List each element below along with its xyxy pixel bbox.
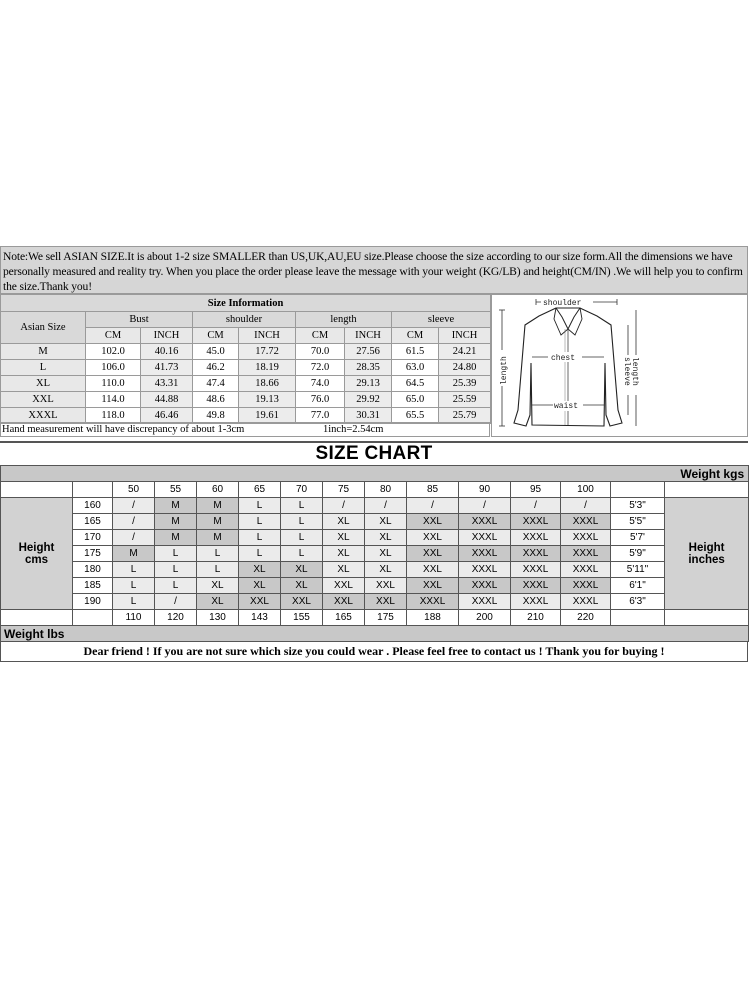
weight-kgs-label: Weight kgs: [1, 466, 749, 482]
measurement-cell: 61.5: [392, 344, 439, 360]
measurement-cell: 106.0: [86, 360, 141, 376]
size-cell: XXXL: [511, 530, 561, 546]
weight-kg-header: 80: [365, 482, 407, 498]
height-inches-label-line2: inches: [688, 553, 725, 566]
height-cms-label-line1: Height: [18, 541, 55, 554]
height-cms-label-line2: cms: [24, 553, 49, 566]
length-header: length: [296, 312, 392, 328]
weight-lb-value: 200: [459, 610, 511, 626]
weight-lb-value: 120: [155, 610, 197, 626]
measurement-cell: 118.0: [86, 408, 141, 424]
measurement-cell: 17.72: [239, 344, 296, 360]
size-cell: XXXL: [407, 594, 459, 610]
unit-header: CM: [86, 328, 141, 344]
size-cell: XXXL: [459, 594, 511, 610]
size-cell: M: [113, 546, 155, 562]
size-cell: XXXL: [561, 530, 611, 546]
size-cell: L: [239, 530, 281, 546]
size-cell: /: [113, 498, 155, 514]
size-cell: M: [155, 530, 197, 546]
measurement-cell: 28.35: [345, 360, 392, 376]
size-cell: /: [113, 530, 155, 546]
measurement-cell: 48.6: [193, 392, 239, 408]
weight-lbs-label: Weight lbs: [1, 626, 749, 642]
size-cell: XXXL: [459, 546, 511, 562]
measurement-cell: 65.5: [392, 408, 439, 424]
size-cell: XXL: [407, 562, 459, 578]
size-cell: L: [113, 562, 155, 578]
blank-cell: [665, 610, 749, 626]
measurement-cell: 41.73: [141, 360, 193, 376]
measurement-cell: 24.80: [439, 360, 491, 376]
size-cell: XXL: [407, 530, 459, 546]
size-cell: XXL: [365, 594, 407, 610]
size-cell: XL: [281, 578, 323, 594]
measurement-cell: 74.0: [296, 376, 345, 392]
size-cell: L: [281, 514, 323, 530]
height-cm-value: 175: [73, 546, 113, 562]
size-cell: XXXL: [561, 594, 611, 610]
size-cell: XXXL: [511, 514, 561, 530]
size-cell: M: [155, 514, 197, 530]
size-note: Note:We sell ASIAN SIZE.It is about 1-2 size SMALLER than US,UK,AU,EU size.Please choose the size according to our size form.All the dimensions we have personally measured and reality try. When you place the order please leave the message with your weight (KG/LB) and height(CM/IN) .We will help you to confirm the size.Thank you!: [0, 246, 748, 294]
weight-kg-header: 65: [239, 482, 281, 498]
size-cell: XL: [197, 578, 239, 594]
blank-cell: [73, 482, 113, 498]
measurement-cell: 45.0: [193, 344, 239, 360]
size-information-section: [0, 294, 748, 441]
size-cell: L: [239, 546, 281, 562]
size-cell: XXL: [281, 594, 323, 610]
weight-lb-value: 155: [281, 610, 323, 626]
measurement-cell: 46.2: [193, 360, 239, 376]
measurement-cell: 24.21: [439, 344, 491, 360]
measurement-cell: 18.66: [239, 376, 296, 392]
height-inch-value: 5'3": [611, 498, 665, 514]
unit-header: INCH: [345, 328, 392, 344]
unit-header: INCH: [439, 328, 491, 344]
size-cell: XXL: [239, 594, 281, 610]
size-cell: XXXL: [511, 562, 561, 578]
size-cell: XXL: [407, 546, 459, 562]
measurement-cell: 76.0: [296, 392, 345, 408]
weight-kg-header: 50: [113, 482, 155, 498]
weight-kg-header: 75: [323, 482, 365, 498]
size-footnote: [0, 422, 490, 437]
measurement-cell: 29.13: [345, 376, 392, 392]
weight-kg-header: 60: [197, 482, 239, 498]
size-cell: XL: [197, 594, 239, 610]
measurement-cell: 110.0: [86, 376, 141, 392]
size-cell: /: [407, 498, 459, 514]
unit-header: CM: [296, 328, 345, 344]
size-cell: XXL: [407, 514, 459, 530]
size-cell: XL: [239, 578, 281, 594]
weight-lb-value: 165: [323, 610, 365, 626]
blank-cell: [73, 610, 113, 626]
measurement-cell: 46.46: [141, 408, 193, 424]
size-cell: L: [113, 578, 155, 594]
measurement-cell: 44.88: [141, 392, 193, 408]
chest-label: chest: [551, 354, 576, 363]
height-inch-value: 6'3": [611, 594, 665, 610]
size-cell: /: [323, 498, 365, 514]
size-cell: M: [155, 498, 197, 514]
size-cell: XL: [323, 562, 365, 578]
size-cell: XXXL: [459, 578, 511, 594]
size-cell: XXXL: [459, 514, 511, 530]
height-inches-label-line1: Height: [688, 541, 725, 554]
size-cell: L: [281, 498, 323, 514]
size-label: XXL: [1, 392, 86, 408]
blank-cell: [611, 610, 665, 626]
size-cell: L: [197, 546, 239, 562]
height-inches-label: [665, 498, 749, 610]
bust-header: Bust: [86, 312, 193, 328]
weight-kg-header: 100: [561, 482, 611, 498]
height-cm-value: 160: [73, 498, 113, 514]
size-chart-table: [0, 465, 749, 642]
measurement-cell: 65.0: [392, 392, 439, 408]
size-cell: XXL: [323, 578, 365, 594]
height-inch-value: 6'1": [611, 578, 665, 594]
size-cell: XL: [281, 562, 323, 578]
weight-kg-header: 85: [407, 482, 459, 498]
measurement-cell: 72.0: [296, 360, 345, 376]
size-label: L: [1, 360, 86, 376]
measurement-cell: 40.16: [141, 344, 193, 360]
measurement-cell: 63.0: [392, 360, 439, 376]
measurement-cell: 29.92: [345, 392, 392, 408]
size-cell: XXXL: [511, 546, 561, 562]
weight-lb-value: 220: [561, 610, 611, 626]
size-cell: /: [459, 498, 511, 514]
height-cm-value: 190: [73, 594, 113, 610]
height-cm-value: 170: [73, 530, 113, 546]
size-cell: L: [281, 530, 323, 546]
weight-kg-header: 95: [511, 482, 561, 498]
shoulder-label: shoulder: [543, 299, 582, 308]
height-cm-value: 180: [73, 562, 113, 578]
measurement-cell: 18.19: [239, 360, 296, 376]
size-cell: XXL: [323, 594, 365, 610]
thank-you-message: Dear friend ! If you are not sure which size you could wear . Please feel free to contact us ! Thank you for buying !: [0, 642, 748, 662]
size-cell: XXXL: [459, 562, 511, 578]
measurement-cell: 77.0: [296, 408, 345, 424]
size-cell: /: [365, 498, 407, 514]
size-information-title: Size Information: [1, 295, 491, 312]
size-cell: M: [197, 530, 239, 546]
measurement-cell: 114.0: [86, 392, 141, 408]
measurement-cell: 49.8: [193, 408, 239, 424]
blank-cell: [611, 482, 665, 498]
size-cell: XXXL: [561, 578, 611, 594]
measurement-cell: 27.56: [345, 344, 392, 360]
measurement-cell: 70.0: [296, 344, 345, 360]
size-label: XL: [1, 376, 86, 392]
weight-kg-header: 55: [155, 482, 197, 498]
unit-header: INCH: [239, 328, 296, 344]
measurement-cell: 102.0: [86, 344, 141, 360]
measurement-cell: 25.39: [439, 376, 491, 392]
size-chart-title: SIZE CHART: [0, 441, 748, 465]
size-cell: XXXL: [459, 530, 511, 546]
weight-lb-value: 130: [197, 610, 239, 626]
size-cell: XL: [365, 530, 407, 546]
size-cell: M: [197, 514, 239, 530]
weight-lb-value: 175: [365, 610, 407, 626]
shirt-measurement-diagram: [491, 294, 748, 437]
blank-cell: [1, 610, 73, 626]
size-guide: [0, 246, 748, 662]
shirt-icon: [492, 295, 747, 436]
height-inch-value: 5'7': [611, 530, 665, 546]
size-cell: L: [113, 594, 155, 610]
measurement-cell: 43.31: [141, 376, 193, 392]
height-cm-value: 185: [73, 578, 113, 594]
length-label-left: length: [500, 356, 509, 385]
size-cell: L: [155, 562, 197, 578]
blank-cell: [665, 482, 749, 498]
weight-kg-header: 90: [459, 482, 511, 498]
size-label: M: [1, 344, 86, 360]
height-inch-value: 5'11": [611, 562, 665, 578]
size-cell: XL: [323, 514, 365, 530]
inch-conversion-note: 1inch=2.54cm: [323, 424, 384, 435]
size-cell: XL: [323, 530, 365, 546]
size-cell: XL: [365, 562, 407, 578]
size-cell: /: [155, 594, 197, 610]
height-inch-value: 5'9": [611, 546, 665, 562]
asian-size-header: Asian Size: [1, 312, 86, 344]
size-cell: L: [239, 514, 281, 530]
size-cell: M: [197, 498, 239, 514]
size-cell: L: [239, 498, 281, 514]
measurement-cell: 25.79: [439, 408, 491, 424]
unit-header: INCH: [141, 328, 193, 344]
size-information-table: [0, 294, 491, 424]
waist-label: waist: [554, 402, 579, 411]
size-cell: /: [561, 498, 611, 514]
size-cell: XXL: [365, 578, 407, 594]
height-cms-label: [1, 498, 73, 610]
size-cell: XL: [365, 514, 407, 530]
unit-header: CM: [392, 328, 439, 344]
measurement-cell: 19.61: [239, 408, 296, 424]
size-cell: /: [113, 514, 155, 530]
blank-cell: [1, 482, 73, 498]
discrepancy-note: Hand measurement will have discrepancy of about 1-3cm: [2, 424, 245, 435]
size-cell: L: [155, 546, 197, 562]
size-cell: XL: [239, 562, 281, 578]
size-cell: L: [197, 562, 239, 578]
size-cell: L: [155, 578, 197, 594]
length-label-right: length: [630, 357, 639, 386]
height-cm-value: 165: [73, 514, 113, 530]
measurement-cell: 19.13: [239, 392, 296, 408]
size-cell: XXXL: [561, 562, 611, 578]
measurement-cell: 30.31: [345, 408, 392, 424]
height-inch-value: 5'5": [611, 514, 665, 530]
weight-lb-value: 143: [239, 610, 281, 626]
size-cell: L: [281, 546, 323, 562]
measurement-cell: 47.4: [193, 376, 239, 392]
unit-header: CM: [193, 328, 239, 344]
weight-lb-value: 188: [407, 610, 459, 626]
size-cell: XXXL: [561, 546, 611, 562]
shoulder-header: shoulder: [193, 312, 296, 328]
size-cell: XXXL: [511, 578, 561, 594]
size-cell: XL: [323, 546, 365, 562]
weight-kg-header: 70: [281, 482, 323, 498]
size-cell: XL: [365, 546, 407, 562]
size-cell: /: [511, 498, 561, 514]
size-cell: XXL: [407, 578, 459, 594]
weight-lb-value: 210: [511, 610, 561, 626]
size-cell: XXXL: [561, 514, 611, 530]
measurement-cell: 25.59: [439, 392, 491, 408]
weight-lb-value: 110: [113, 610, 155, 626]
sleeve-label: sleeve: [622, 357, 631, 386]
size-cell: XXXL: [511, 594, 561, 610]
measurement-cell: 64.5: [392, 376, 439, 392]
size-label: XXXL: [1, 408, 86, 424]
sleeve-header: sleeve: [392, 312, 491, 328]
